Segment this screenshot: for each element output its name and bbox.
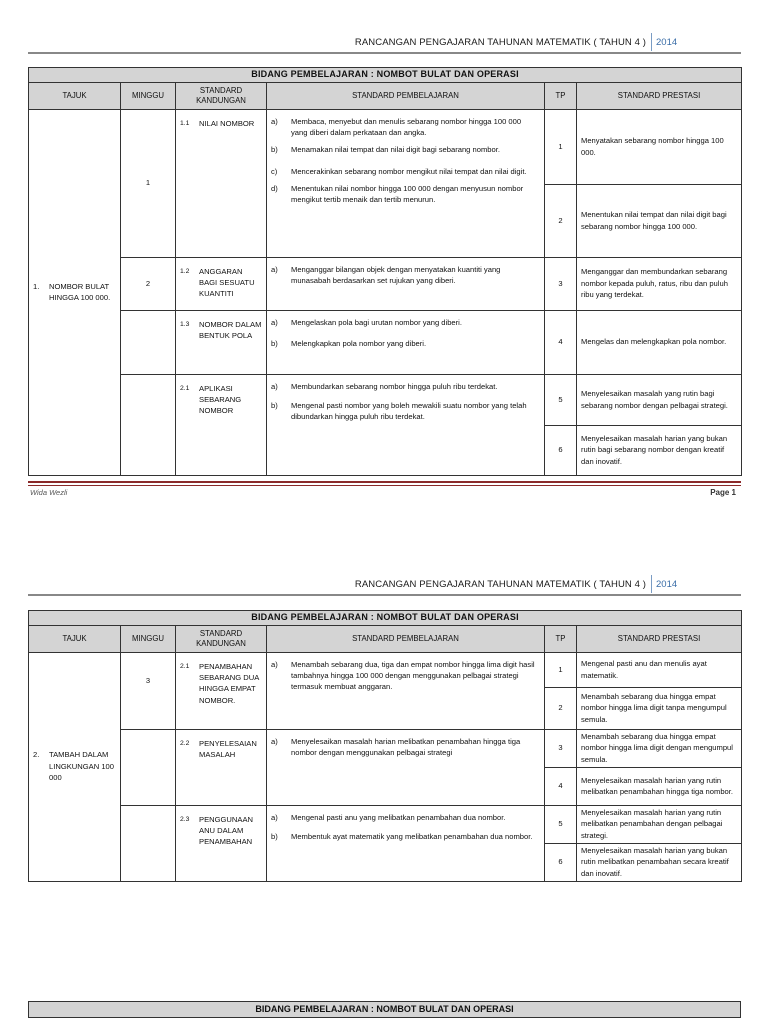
standard-kandungan-cell bbox=[176, 257, 267, 310]
minggu-cell bbox=[121, 310, 176, 374]
standard-kandungan-cell bbox=[176, 310, 267, 374]
sk-text: ANGGARAN BAGI SESUATU KUANTITI bbox=[199, 266, 255, 299]
standard-kandungan-cell bbox=[176, 805, 267, 881]
standard-prestasi-cell: Menyelesaikan masalah harian yang bukan rutin melibatkan penambahan secara kreatif dan inovatif. bbox=[577, 843, 742, 881]
minggu-cell bbox=[121, 729, 176, 805]
sp-item: a) Menyelesaikan masalah harian melibatkan penambahan hingga tiga nombor dengan menggunakan pelbagai strategi bbox=[271, 736, 521, 757]
standard-prestasi-cell: Menganggar dan membundarkan sebarang nombor kepada puluh, ratus, ribu dan puluh ribu yang terdekat. bbox=[577, 257, 742, 310]
minggu-cell bbox=[121, 805, 176, 881]
tajuk-cell bbox=[29, 109, 121, 475]
sk-text: NOMBOR DALAM BENTUK POLA bbox=[199, 319, 262, 340]
standard-pembelajaran-cell bbox=[267, 729, 545, 805]
tp-cell: 6 bbox=[545, 425, 577, 475]
footer-author: Wida Wezli bbox=[30, 488, 68, 497]
sk-text: APLIKASI SEBARANG NOMBOR bbox=[199, 383, 242, 416]
sp-item: a) Mengenal pasti anu yang melibatkan penambahan dua nombor. bbox=[271, 812, 506, 822]
tp-cell: 2 bbox=[545, 184, 577, 257]
bidang-heading: BIDANG PEMBELAJARAN : NOMBOT BULAT DAN OPERASI bbox=[29, 611, 742, 626]
document-header-year: 2014 bbox=[656, 37, 678, 48]
sk-text: PENGGUNAAN ANU DALAM PENAMBAHAN bbox=[199, 814, 254, 847]
tp-cell: 2 bbox=[545, 687, 577, 729]
minggu-cell: 2 bbox=[121, 257, 176, 310]
tajuk-text: NOMBOR BULAT HINGGA 100 000. bbox=[49, 281, 111, 302]
tp-cell: 4 bbox=[545, 767, 577, 805]
bidang-heading-page-3: BIDANG PEMBELAJARAN : NOMBOT BULAT DAN OPERASI bbox=[28, 1001, 741, 1018]
standard-prestasi-cell: Menyelesaikan masalah yang rutin bagi sebarang nombor dengan pelbagai strategi. bbox=[577, 374, 742, 425]
sk-code: 1.1 bbox=[180, 119, 190, 127]
tp-cell: 5 bbox=[545, 805, 577, 843]
tp-cell: 5 bbox=[545, 374, 577, 425]
document-header-title: RANCANGAN PENGAJARAN TAHUNAN MATEMATIK ( TAHUN 4 ) bbox=[354, 37, 646, 48]
col-header-standard-kandungan: STANDARD KANDUNGAN bbox=[176, 625, 267, 652]
sp-item: b) Mengenal pasti nombor yang boleh mewakili suatu nombor yang telah dibundarkan hingga puluh ribu terdekat. bbox=[271, 400, 527, 422]
tp-cell: 1 bbox=[545, 109, 577, 184]
bidang-heading: BIDANG PEMBELAJARAN : NOMBOT BULAT DAN OPERASI bbox=[29, 68, 742, 83]
standard-pembelajaran-cell bbox=[267, 805, 545, 881]
header-rule bbox=[28, 594, 741, 596]
standard-pembelajaran-cell bbox=[267, 374, 545, 475]
minggu-cell bbox=[121, 374, 176, 475]
col-header-standard-prestasi: STANDARD PRESTASI bbox=[577, 82, 742, 109]
sp-item: a) Mengelaskan pola bagi urutan nombor yang diberi. bbox=[271, 317, 462, 327]
sk-code: 2.3 bbox=[180, 815, 190, 823]
document-header-title: RANCANGAN PENGAJARAN TAHUNAN MATEMATIK ( TAHUN 4 ) bbox=[354, 579, 646, 590]
tajuk-number: 1. bbox=[33, 281, 40, 291]
footer-rule-thin bbox=[28, 485, 741, 486]
footer-page-number: Page 1 bbox=[710, 488, 736, 497]
sk-code: 2.2 bbox=[180, 739, 190, 747]
document-header-year: 2014 bbox=[656, 579, 678, 590]
sp-item: b) Menamakan nilai tempat dan nilai digit bagi sebarang nombor. bbox=[271, 145, 500, 155]
sk-code: 1.3 bbox=[180, 320, 190, 328]
sk-code: 2.1 bbox=[180, 662, 190, 670]
header-separator bbox=[651, 33, 652, 51]
col-header-minggu: MINGGU bbox=[121, 625, 176, 652]
tp-cell: 3 bbox=[545, 729, 577, 767]
sk-code: 1.2 bbox=[180, 267, 190, 275]
sk-text: NILAI NOMBOR bbox=[199, 118, 255, 128]
col-header-standard-pembelajaran: STANDARD PEMBELAJARAN bbox=[267, 82, 545, 109]
tajuk-cell bbox=[29, 652, 121, 881]
sp-item: a) Membaca, menyebut dan menulis sebarang nombor hingga 100 000 yang diberi dalam perkataan dan angka. bbox=[271, 116, 522, 137]
header-rule bbox=[28, 52, 741, 54]
standard-prestasi-cell: Menambah sebarang dua hingga empat nombor hingga lima digit dengan mengumpul semula. bbox=[577, 729, 742, 767]
standard-prestasi-cell: Menyelesaikan masalah harian yang rutin melibatkan penambahan dengan pelbagai strategi. bbox=[577, 805, 742, 843]
standard-kandungan-cell bbox=[176, 652, 267, 729]
col-header-standard-kandungan: STANDARD KANDUNGAN bbox=[176, 82, 267, 109]
standard-kandungan-cell bbox=[176, 109, 267, 257]
standard-prestasi-cell: Menyelesaikan masalah harian yang bukan rutin bagi sebarang nombor dengan kreatif dan inovatif. bbox=[577, 425, 742, 475]
plan-table-1 bbox=[28, 67, 742, 476]
standard-prestasi-cell: Menyatakan sebarang nombor hingga 100 000. bbox=[577, 109, 742, 184]
col-header-minggu: MINGGU bbox=[121, 82, 176, 109]
sp-item: c) Mencerakinkan sebarang nombor mengikut nilai tempat dan nilai digit. bbox=[271, 166, 527, 176]
col-header-tp: TP bbox=[545, 625, 577, 652]
footer-rule bbox=[28, 481, 741, 483]
standard-kandungan-cell bbox=[176, 729, 267, 805]
col-header-standard-pembelajaran: STANDARD PEMBELAJARAN bbox=[267, 625, 545, 652]
standard-kandungan-cell bbox=[176, 374, 267, 475]
sk-code: 2.1 bbox=[180, 384, 190, 392]
tajuk-text: TAMBAH DALAM LINGKUNGAN 100 000 bbox=[49, 750, 114, 783]
tp-cell: 6 bbox=[545, 843, 577, 881]
standard-pembelajaran-cell bbox=[267, 310, 545, 374]
plan-table-2 bbox=[28, 610, 742, 882]
sp-item: a) Menganggar bilangan objek dengan menyatakan kuantiti yang munasabah berdasarkan set rujukan yang diberi. bbox=[271, 264, 501, 285]
col-header-standard-prestasi: STANDARD PRESTASI bbox=[577, 625, 742, 652]
sp-item: b) Membentuk ayat matematik yang melibatkan penambahan dua nombor. bbox=[271, 831, 533, 841]
sp-item: a) Membundarkan sebarang nombor hingga puluh ribu terdekat. bbox=[271, 381, 498, 391]
tp-cell: 1 bbox=[545, 652, 577, 687]
standard-prestasi-cell: Menentukan nilai tempat dan nilai digit bagi sebarang nombor hingga 100 000. bbox=[577, 184, 742, 257]
header-separator bbox=[651, 575, 652, 593]
minggu-cell: 3 bbox=[121, 652, 176, 729]
minggu-cell: 1 bbox=[121, 109, 176, 257]
standard-prestasi-cell: Menyelesaikan masalah harian yang rutin melibatkan penambahan hingga tiga nombor. bbox=[577, 767, 742, 805]
col-header-tajuk: TAJUK bbox=[29, 82, 121, 109]
col-header-tp: TP bbox=[545, 82, 577, 109]
standard-pembelajaran-cell bbox=[267, 257, 545, 310]
tp-cell: 3 bbox=[545, 257, 577, 310]
sk-text: PENYELESAIAN MASALAH bbox=[199, 738, 257, 759]
tajuk-number: 2. bbox=[33, 750, 40, 760]
standard-pembelajaran-cell bbox=[267, 652, 545, 729]
standard-prestasi-cell: Mengelas dan melengkapkan pola nombor. bbox=[577, 310, 742, 374]
sp-item: a) Menambah sebarang dua, tiga dan empat nombor hingga lima digit hasil tambahnya hingga 100 000 dengan menggunakan pelbagai strategi termasuk membuat anggaran. bbox=[271, 659, 535, 692]
standard-prestasi-cell: Menambah sebarang dua hingga empat nombor hingga lima digit tanpa mengumpul semula. bbox=[577, 687, 742, 729]
col-header-tajuk: TAJUK bbox=[29, 625, 121, 652]
standard-pembelajaran-cell bbox=[267, 109, 545, 257]
tp-cell: 4 bbox=[545, 310, 577, 374]
sk-text: PENAMBAHAN SEBARANG DUA HINGGA EMPAT NOMBOR. bbox=[199, 661, 259, 705]
sp-item: d) Menentukan nilai nombor hingga 100 000 dengan menyusun nombor mengikut tertib menaik dan tertib menurun. bbox=[271, 184, 524, 205]
sp-item: b) Melengkapkan pola nombor yang diberi. bbox=[271, 338, 427, 348]
standard-prestasi-cell: Mengenal pasti anu dan menulis ayat matematik. bbox=[577, 652, 742, 687]
